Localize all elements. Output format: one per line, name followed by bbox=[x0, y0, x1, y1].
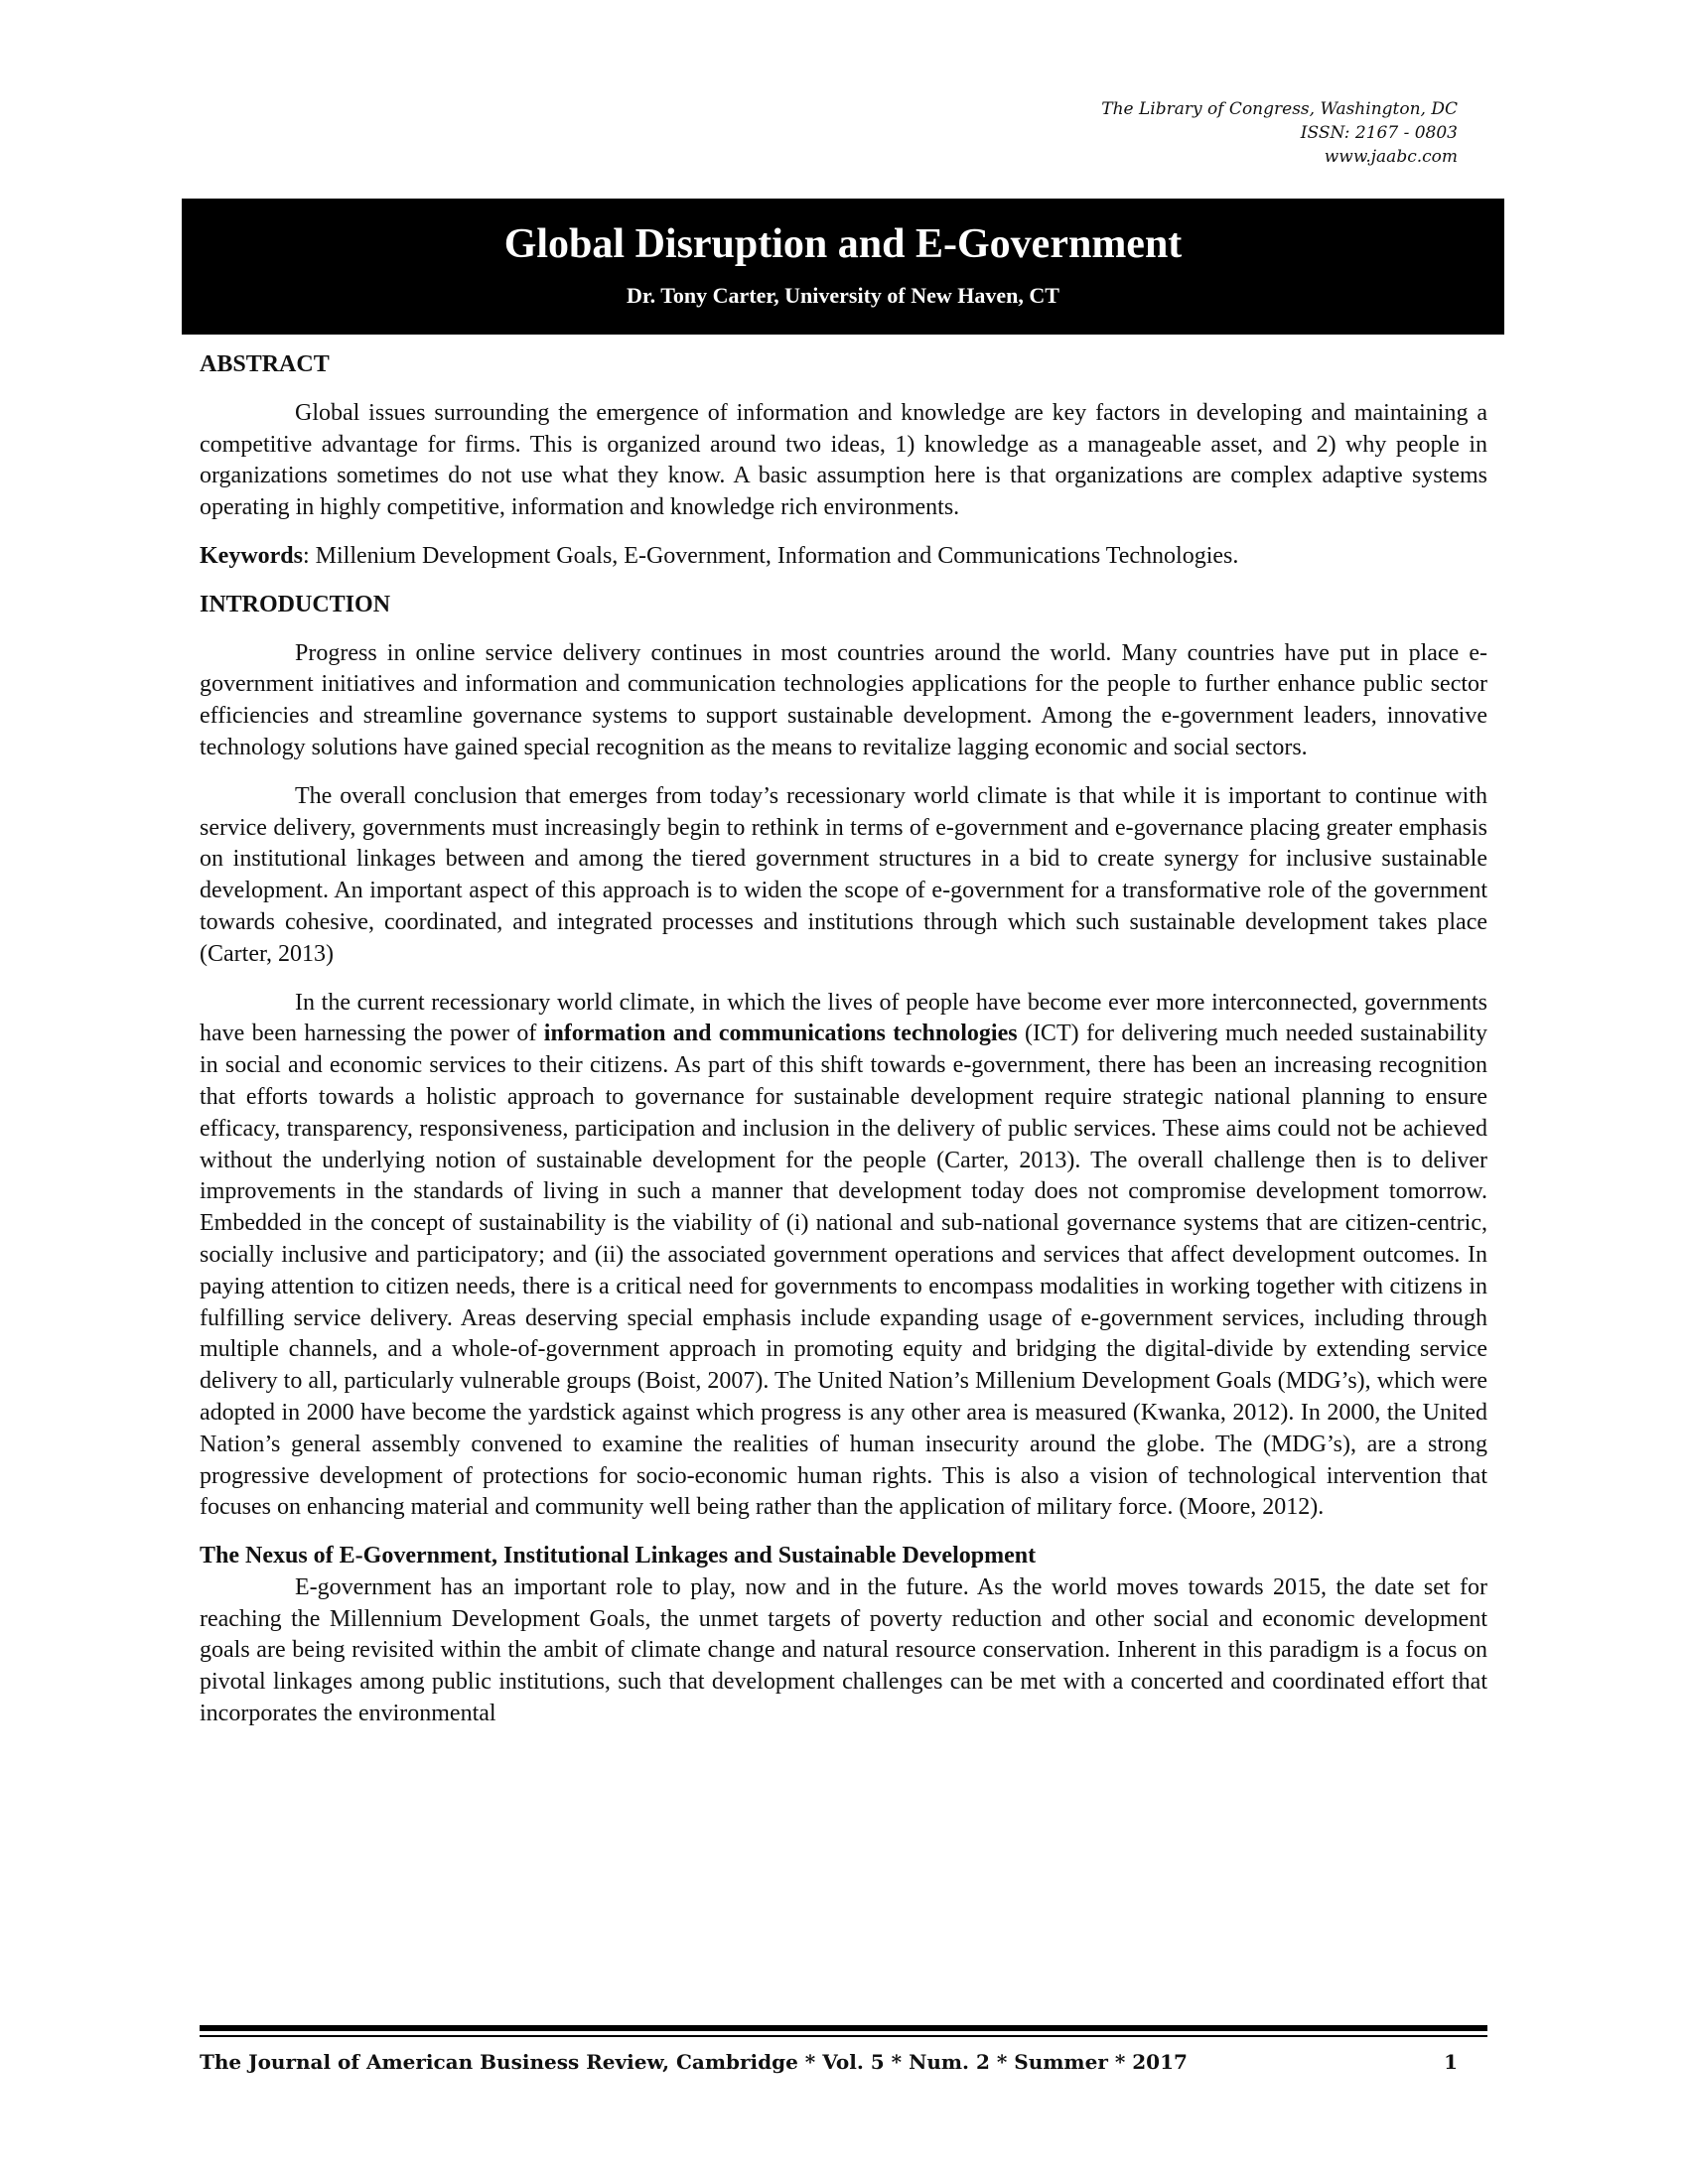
intro-p3-start: In the current recessionary world climate, in which the lives of people have become ever more interconnected, governments have been harnessing the power of bbox=[200, 989, 1487, 1047]
nexus-paragraph-1: E-government has an important role to play, now and in the future. As the world moves towards 2015, the date set for reaching the Millennium Development Goals, the unmet targets of poverty reduction and other social and economic development goals are being revisited within the ambit of climate change and natural resource conservation. Inherent in this paradigm is a focus on pivotal linkages among public institutions, such that development challenges can be met with a concerted and coordinated effort that incorporates the environmental bbox=[200, 1573, 1487, 1727]
paper-title: Global Disruption and E-Government bbox=[503, 221, 1183, 267]
page-footer bbox=[200, 2050, 1487, 2074]
title-banner bbox=[182, 199, 1504, 335]
website-line: www.jaabc.com bbox=[1324, 147, 1458, 167]
paper-body bbox=[200, 349, 1487, 1730]
keywords-text: : Millenium Development Goals, E-Government, Information and Communications Technologies. bbox=[303, 542, 1239, 569]
footer-rule-thin bbox=[200, 2035, 1487, 2037]
intro-paragraph-1: Progress in online service delivery continues in most countries around the world. Many countries have put in place e-government initiatives and information and communication technologies applications for the people to further enhance public sector efficiencies and streamline governance systems to support sustainable development. Among the e-government leaders, innovative technology solutions have gained special recognition as the means to revitalize lagging economic and social sectors. bbox=[200, 639, 1487, 760]
footer-rule-thick bbox=[200, 2025, 1487, 2031]
journal-citation: The Journal of American Business Review, Cambridge * Vol. 5 * Num. 2 * Summer * 2017 bbox=[200, 2050, 1188, 2074]
nexus-heading: The Nexus of E-Government, Institutional Linkages and Sustainable Development bbox=[200, 1543, 1037, 1570]
intro-paragraph-3 bbox=[200, 988, 1487, 1525]
abstract-text: Global issues surrounding the emergence of information and knowledge are key factors in developing and maintaining a competitive advantage for firms. This is organized around two ideas, 1) knowledge as a manageable asset, and 2) why people in organizations sometimes do not use what they know. A basic assumption here is that organizations are complex adaptive systems operating in highly competitive, information and knowledge rich environments. bbox=[200, 399, 1487, 521]
intro-paragraph-2: The overall conclusion that emerges from today’s recessionary world climate is that while it is important to continue with service delivery, governments must increasingly begin to rethink in terms of e-government and e-governance placing greater emphasis on institutional linkages between and among the tiered government structures in a bid to create synergy for inclusive sustainable development. An important aspect of this approach is to widen the scope of e-government for a transformative role of the government towards cohesive, coordinated, and integrated processes and institutions through which such sustainable development takes place (Carter, 2013) bbox=[200, 782, 1487, 967]
intro-p3-bold: information and communications technologies bbox=[543, 1021, 1018, 1047]
publication-meta bbox=[862, 97, 1458, 169]
author-affiliation: Dr. Tony Carter, University of New Haven, CT bbox=[627, 283, 1059, 308]
abstract-heading: ABSTRACT bbox=[200, 351, 330, 377]
publisher-line: The Library of Congress, Washington, DC bbox=[1101, 99, 1458, 119]
page-number: 1 bbox=[1444, 2050, 1458, 2074]
intro-p3-end: (ICT) for delivering much needed sustainability in social and economic services to their citizens. As part of this shift towards e-government, there has been an increasing recognition that efforts towards a holistic approach to governance for sustainable development require strategic national planning to ensure efficacy, transparency, responsiveness, participation and inclusion in the delivery of public services. These aims could not be achieved without the underlying notion of sustainable development for the people (Carter, 2013). The overall challenge then is to deliver improvements in the standards of living in such a manner that development today does not compromise development tomorrow. Embedded in the concept of sustainability is the viability of (i) national and sub-national governance systems that are citizen-centric, socially inclusive and participatory; and (ii) the associated government operations and services that affect development outcomes. In paying attention to citizen needs, there is a critical need for governments to encompass modalities in working together with citizens in fulfilling service delivery. Areas deserving special emphasis include expanding usage of e-government services, including through multiple channels, and a whole-of-government approach in promoting equity and bridging the digital-divide by extending service delivery to all, particularly vulnerable groups (Boist, 2007). The United Nation’s Millenium Development Goals (MDG’s), which were adopted in 2000 have become the yardstick against which progress is any other area is measured (Kwanka, 2012). In 2000, the United Nation’s general assembly convened to examine the realities of human insecurity around the globe. The (MDG’s), are a strong progressive development of protections for socio-economic human rights. This is also a vision of technological intervention that focuses on enhancing material and community well being rather than the application of military force. (Moore, 2012). bbox=[200, 1021, 1488, 1521]
keywords-label: Keywords bbox=[200, 542, 303, 569]
introduction-heading: INTRODUCTION bbox=[200, 591, 391, 617]
keywords-line bbox=[200, 541, 1487, 573]
issn-line: ISSN: 2167 - 0803 bbox=[1300, 123, 1458, 143]
